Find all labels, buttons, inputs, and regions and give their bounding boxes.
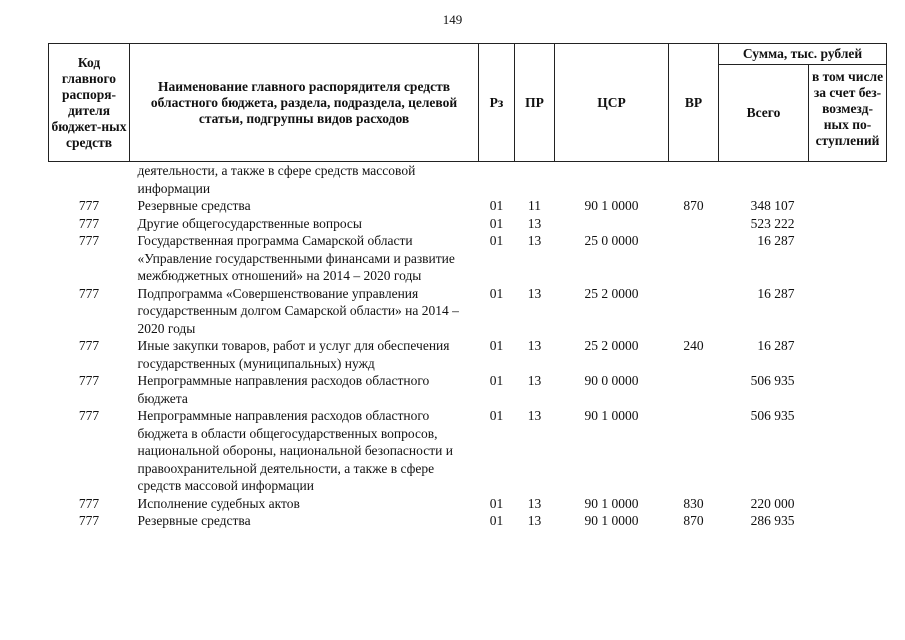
table-row	[49, 337, 887, 372]
table-row	[49, 407, 887, 495]
table-row	[49, 232, 887, 285]
cell-code	[49, 162, 130, 198]
header-rz: Рз	[479, 44, 515, 162]
cell-pr: 13	[527, 513, 542, 528]
cell-free	[809, 337, 887, 372]
cell-code: 777	[78, 198, 100, 213]
cell-name: Иные закупки товаров, работ и услуг для обеспечения государственных (муниципальных) нужд	[137, 338, 450, 371]
cell-vr	[669, 407, 719, 495]
cell-name: Исполнение судебных актов	[137, 495, 300, 511]
cell-csr	[555, 215, 669, 233]
table-row	[49, 197, 887, 215]
cell-csr: 90 1 0000	[584, 198, 639, 213]
header-code: Код главного распоря-дителя бюджет-ных средств	[49, 44, 130, 162]
table-row	[49, 512, 887, 530]
cell-pr: 13	[527, 373, 542, 388]
cell-csr: 90 1 0000	[584, 495, 639, 511]
cell-name: Государственная программа Самарской области «Управление государственными финансами и развитие межбюджетных отношений» на 2014 – 2020 годы	[137, 233, 455, 283]
header-name: Наименование главного распорядителя средств областного бюджета, раздела, подраздела, целевой статьи, подгрупны видов расходов	[130, 44, 479, 162]
cell-total: 16 287	[757, 285, 795, 301]
cell-rz: 01	[489, 338, 504, 353]
cell-rz	[479, 162, 515, 198]
cell-rz: 01	[489, 513, 504, 528]
cell-total: 286 935	[750, 513, 795, 528]
budget-table	[48, 43, 887, 530]
cell-code: 777	[78, 373, 100, 388]
header-pr: ПР	[515, 44, 555, 162]
cell-free	[809, 407, 887, 495]
cell-code: 777	[78, 215, 100, 231]
cell-rz: 01	[489, 408, 504, 423]
cell-code: 777	[78, 495, 100, 511]
cell-vr	[669, 285, 719, 338]
cell-pr: 13	[527, 285, 542, 301]
cell-free	[809, 197, 887, 215]
table-header	[49, 44, 887, 162]
table-row	[49, 372, 887, 407]
table-body	[49, 162, 887, 530]
cell-csr: 25 2 0000	[584, 285, 639, 301]
cell-free	[809, 285, 887, 338]
cell-rz: 01	[489, 215, 504, 231]
cell-vr	[669, 162, 719, 198]
cell-vr: 870	[683, 198, 704, 213]
cell-pr	[515, 162, 555, 198]
cell-name: Непрограммные направления расходов областного бюджета	[137, 373, 430, 406]
cell-name: Другие общегосударственные вопросы	[137, 215, 362, 231]
cell-free	[809, 215, 887, 233]
cell-total: 16 287	[757, 338, 795, 353]
cell-total: 348 107	[750, 198, 795, 213]
cell-pr: 13	[527, 338, 542, 353]
cell-vr: 830	[683, 495, 704, 511]
cell-rz: 01	[489, 198, 504, 213]
cell-csr	[555, 162, 669, 198]
cell-vr	[669, 215, 719, 233]
cell-free	[809, 495, 887, 513]
cell-code: 777	[78, 338, 100, 353]
cell-vr	[669, 372, 719, 407]
header-free: в том числе за счет без-возмезд-ных по-ступлений	[809, 65, 887, 162]
cell-code: 777	[78, 233, 100, 248]
cell-total: 523 222	[750, 215, 795, 231]
table-row	[49, 285, 887, 338]
page-number: 149	[442, 12, 463, 27]
cell-rz: 01	[489, 285, 504, 301]
cell-total: 220 000	[750, 495, 795, 511]
table-row	[49, 215, 887, 233]
header-total: Всего	[719, 65, 809, 162]
cell-total	[719, 162, 809, 198]
cell-csr: 25 2 0000	[584, 338, 639, 353]
cell-pr: 13	[527, 408, 542, 423]
cell-total: 16 287	[757, 233, 795, 248]
cell-free	[809, 372, 887, 407]
cell-pr: 13	[527, 233, 542, 248]
cell-code: 777	[78, 285, 100, 301]
cell-pr: 13	[527, 215, 542, 231]
cell-name: Резервные средства	[137, 513, 251, 528]
cell-pr: 11	[528, 198, 541, 213]
cell-vr: 870	[683, 513, 704, 528]
cell-csr: 25 0 0000	[584, 233, 639, 248]
cell-rz: 01	[489, 495, 504, 511]
cell-total: 506 935	[750, 408, 795, 423]
cell-free	[809, 512, 887, 530]
cell-rz: 01	[489, 373, 504, 388]
cell-pr: 13	[527, 495, 542, 511]
cell-rz: 01	[489, 233, 504, 248]
header-csr: ЦСР	[555, 44, 669, 162]
cell-code: 777	[78, 513, 100, 528]
cell-csr: 90 0 0000	[584, 373, 639, 388]
table-row	[49, 162, 887, 198]
cell-vr: 240	[683, 338, 704, 353]
cell-free	[809, 162, 887, 198]
cell-name: Непрограммные направления расходов областного бюджета в области общегосударственных вопросов, национальной обороны, национальной безопасности и правоохранительной деятельности, а также в сфере средств массовой информации	[137, 408, 453, 493]
cell-total: 506 935	[750, 373, 795, 388]
cell-vr	[669, 232, 719, 285]
header-vr: ВР	[669, 44, 719, 162]
cell-csr: 90 1 0000	[584, 408, 639, 423]
cell-free	[809, 232, 887, 285]
cell-csr: 90 1 0000	[584, 513, 639, 528]
table-row	[49, 495, 887, 513]
cell-name: Резервные средства	[137, 198, 251, 213]
cell-code: 777	[78, 408, 100, 423]
cell-name: деятельности, а также в сфере средств массовой информации	[137, 163, 416, 196]
cell-name: Подпрограмма «Совершенствование управления государственным долгом Самарской области» на 2014 – 2020 годы	[137, 285, 459, 336]
header-sum: Сумма, тыс. рублей	[719, 44, 887, 65]
